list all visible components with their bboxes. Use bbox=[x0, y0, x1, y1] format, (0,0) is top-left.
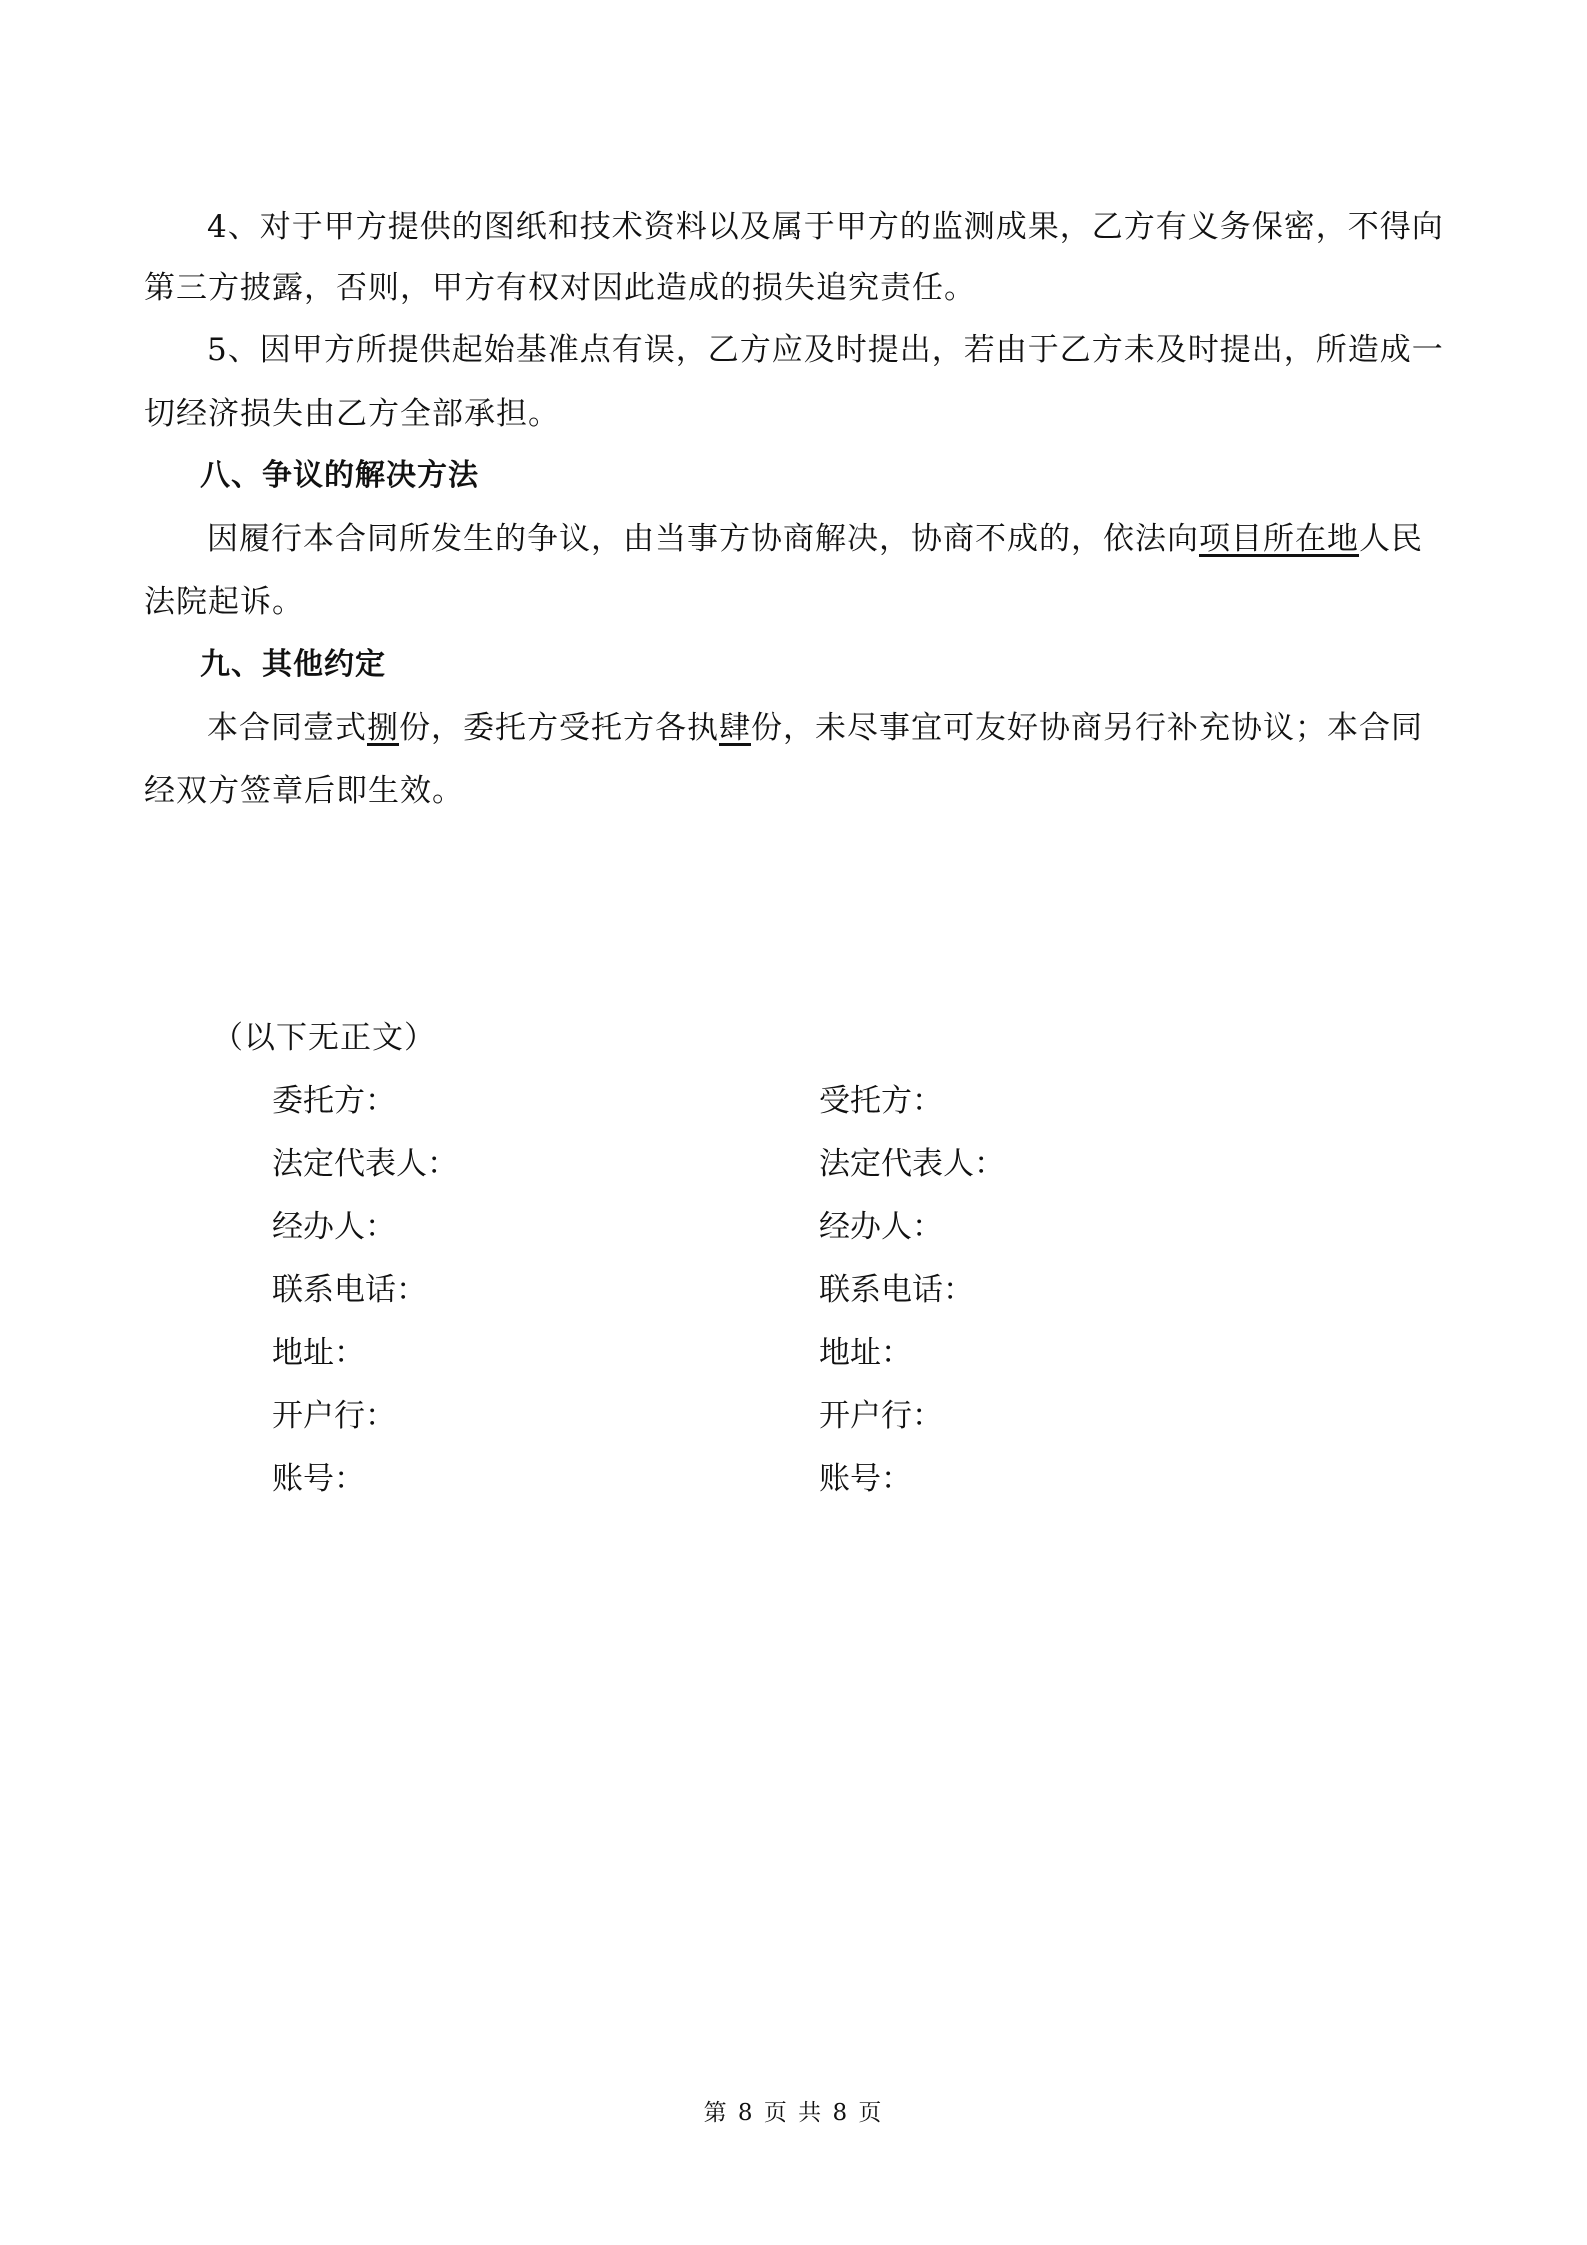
contractor-phone-label: 联系电话： bbox=[819, 1272, 974, 1308]
client-legal-rep-label: 法定代表人： bbox=[272, 1146, 458, 1182]
client-agent-label: 经办人： bbox=[272, 1209, 396, 1245]
section-8-text-pre: 因履行本合同所发生的争议，由当事方协商解决，协商不成的，依法向 bbox=[207, 521, 1199, 557]
page-number-footer: 第 8 页 共 8 页 bbox=[703, 2100, 884, 2126]
section-8-text-post: 人民 bbox=[1359, 521, 1423, 557]
client-account-label: 账号： bbox=[272, 1461, 365, 1497]
section-9-text-b: 份，委托方受托方各执 bbox=[399, 710, 719, 746]
clause-5-line-1: 5、因甲方所提供起始基准点有误，乙方应及时提出，若由于乙方未及时提出，所造成一 bbox=[207, 332, 1444, 368]
section-9-text-c: 份，未尽事宜可友好协商另行补充协议；本合同 bbox=[751, 710, 1423, 746]
section-8-heading: 八、争议的解决方法 bbox=[200, 458, 479, 493]
section-9-text-a: 本合同壹式 bbox=[207, 710, 367, 746]
contractor-legal-rep-label: 法定代表人： bbox=[819, 1146, 1005, 1182]
client-address-label: 地址： bbox=[272, 1335, 365, 1371]
contractor-party-label: 受托方： bbox=[819, 1083, 943, 1119]
contractor-address-label: 地址： bbox=[819, 1335, 912, 1371]
contractor-account-label: 账号： bbox=[819, 1461, 912, 1497]
client-bank-label: 开户行： bbox=[272, 1398, 396, 1434]
signature-block-contractor bbox=[819, 1070, 1005, 1511]
clause-4-line-1: 4、对于甲方提供的图纸和技术资料以及属于甲方的监测成果，乙方有义务保密，不得向 bbox=[207, 209, 1444, 245]
no-more-text-note: （以下无正文） bbox=[212, 1020, 436, 1056]
clause-4-line-2: 第三方披露，否则，甲方有权对因此造成的损失追究责任。 bbox=[144, 270, 976, 306]
copies-each-underlined: 肆 bbox=[719, 710, 751, 746]
client-party-label: 委托方： bbox=[272, 1083, 396, 1119]
section-8-line-1 bbox=[207, 519, 1507, 559]
section-8-line-2: 法院起诉。 bbox=[144, 584, 304, 620]
client-phone-label: 联系电话： bbox=[272, 1272, 427, 1308]
section-9-line-2: 经双方签章后即生效。 bbox=[144, 773, 464, 809]
venue-underlined: 项目所在地 bbox=[1199, 521, 1359, 557]
clause-5-line-2: 切经济损失由乙方全部承担。 bbox=[144, 396, 560, 432]
section-9-line-1 bbox=[207, 708, 1507, 748]
contractor-agent-label: 经办人： bbox=[819, 1209, 943, 1245]
contractor-bank-label: 开户行： bbox=[819, 1398, 943, 1434]
copies-total-underlined: 捌 bbox=[367, 710, 399, 746]
section-9-heading: 九、其他约定 bbox=[200, 647, 386, 682]
signature-block-client bbox=[272, 1070, 458, 1511]
